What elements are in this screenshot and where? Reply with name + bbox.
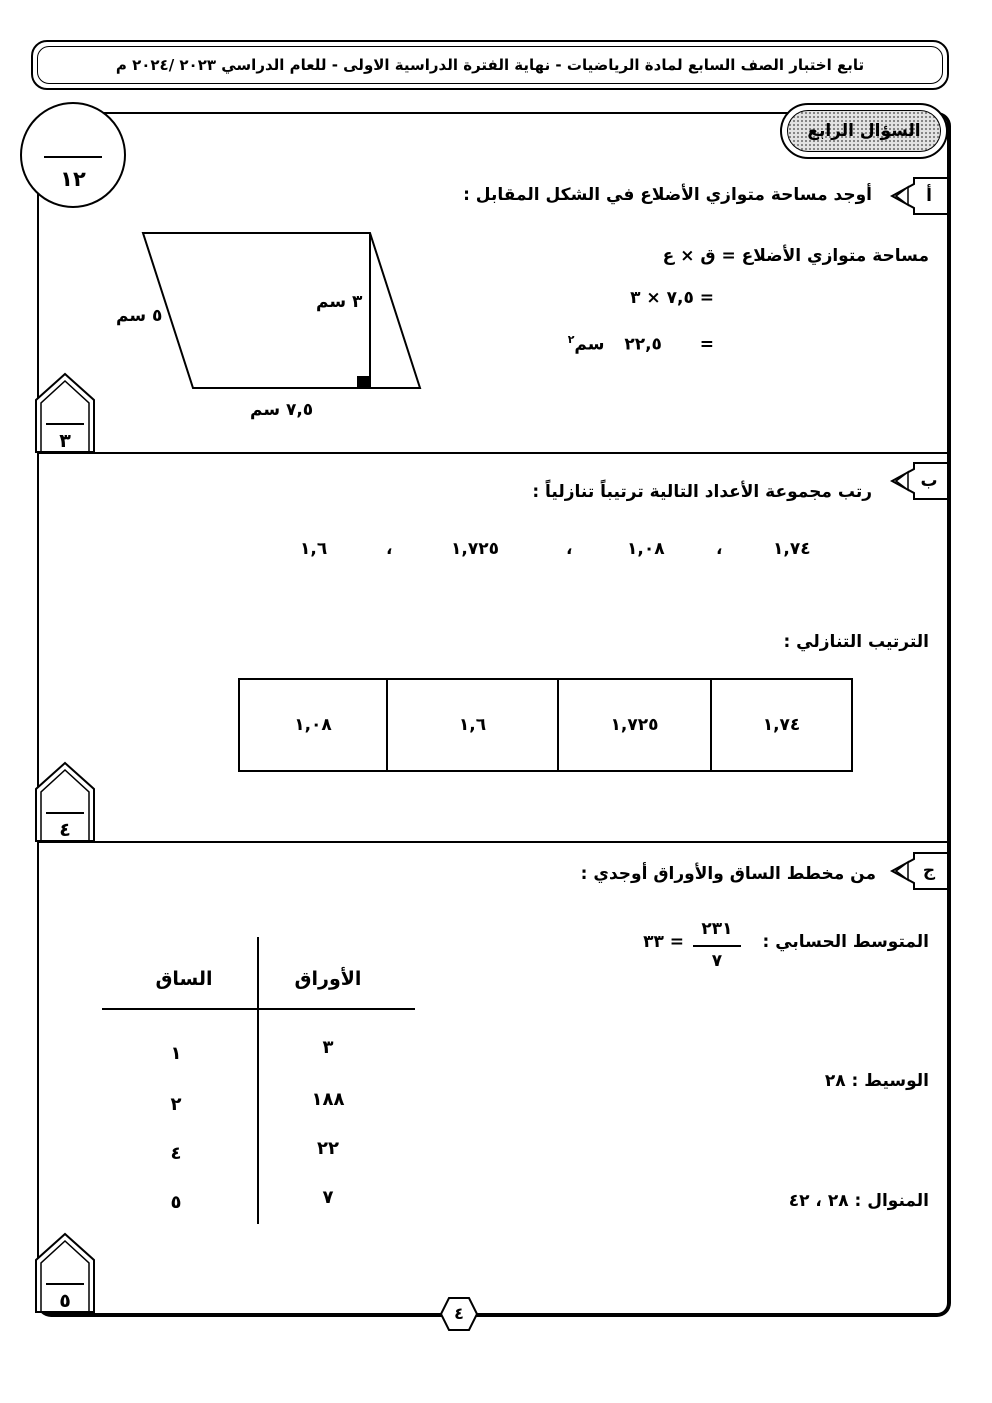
part-b-score-holder: [34, 761, 96, 843]
part-a-prompt: أوجد مساحة متوازي الأضلاع في الشكل المقابل :: [463, 185, 872, 205]
area-equals: =: [699, 334, 714, 355]
ordered-cell: ١,٧٢٥: [557, 680, 710, 770]
total-score: ١٢: [60, 167, 86, 191]
page-number: ٤: [454, 1304, 464, 1323]
area-unit-power: ٢: [567, 333, 575, 346]
parallelogram-shape: [143, 233, 420, 388]
mean-denominator: ٧: [711, 951, 723, 971]
ordered-numbers-table: [238, 678, 853, 772]
part-c-score: ٥: [59, 1290, 71, 1312]
page-header: [31, 40, 949, 90]
part-c-score-holder: [34, 1232, 96, 1314]
header-title: تابع اختبار الصف السابع لمادة الرياضيات - نهاية الفترة الدراسية الاولى - للعام الدراسي ٢٠٢٣ /٢٠٢٤ م: [37, 46, 943, 84]
leaf-values: ٣: [322, 1037, 334, 1058]
ordered-cell: ١,٦: [386, 680, 557, 770]
section-divider: [37, 452, 951, 454]
side-label: ٥ سم: [116, 306, 163, 326]
part-a-marker: [890, 176, 950, 216]
part-c-prompt: من مخطط الساق والأوراق أوجدي :: [580, 864, 876, 884]
part-a-label: أ: [926, 186, 932, 206]
leaf-values: ١٨٨: [311, 1089, 345, 1110]
section-divider: [37, 841, 951, 843]
stem-leaf-horizontal-line: [102, 1008, 415, 1010]
part-b-label: ب: [920, 471, 938, 491]
area-formula: مساحة متوازي الأضلاع = ق × ع: [662, 246, 929, 266]
part-c-marker: [890, 851, 950, 891]
mean-label: المتوسط الحسابي :: [762, 932, 929, 952]
stem-leaf-vertical-line: [257, 937, 259, 1224]
area-value: ٢٢,٥: [624, 334, 662, 355]
median-answer: الوسيط : ٢٨: [824, 1071, 929, 1091]
height-label: ٣ سم: [316, 292, 363, 312]
fraction-bar: [693, 945, 741, 947]
question-title-badge: [780, 103, 948, 159]
ordered-cell: ١,٧٤: [710, 680, 851, 770]
part-b-prompt: رتب مجموعة الأعداد التالية ترتيباً تنازلياً :: [532, 482, 872, 502]
number-separator: ،: [716, 539, 723, 559]
number-item: ١,٦: [300, 539, 328, 559]
stem-header: الساق: [155, 968, 213, 990]
area-result: [568, 333, 714, 355]
part-c-label: ج: [922, 861, 936, 881]
area-substitution: = ٧,٥ × ٣: [630, 288, 714, 308]
stem-value: ٤: [170, 1143, 182, 1164]
descending-order-label: الترتيب التنازلي :: [783, 632, 929, 652]
mean-numerator: ٢٣١: [701, 919, 733, 939]
part-b-score: ٤: [59, 819, 71, 841]
leaf-values: ٢٢: [317, 1138, 339, 1159]
area-unit: سم: [574, 334, 605, 355]
stem-value: ٢: [170, 1094, 182, 1115]
ordered-cell: ١,٠٨: [294, 715, 332, 735]
part-a-score: ٣: [59, 430, 71, 452]
number-separator: ،: [566, 539, 573, 559]
number-item: ١,٠٨: [627, 539, 665, 559]
number-separator: ،: [386, 539, 393, 559]
mode-answer: المنوال : ٢٨ ، ٤٢: [788, 1191, 929, 1211]
stem-value: ٥: [170, 1192, 182, 1213]
question-title: السؤال الرابع: [787, 110, 941, 152]
leaf-header: الأوراق: [294, 968, 362, 990]
right-angle-marker: [357, 376, 369, 388]
part-b-marker: [890, 461, 950, 501]
number-item: ١,٧٢٥: [451, 539, 499, 559]
total-score-circle: [20, 102, 126, 208]
part-a-score-holder: [34, 372, 96, 454]
base-label: ٧,٥ سم: [250, 400, 314, 420]
number-item: ١,٧٤: [773, 539, 811, 559]
leaf-values: ٧: [322, 1187, 334, 1208]
stem-value: ١: [170, 1043, 182, 1064]
mean-result: = ٣٣: [643, 932, 684, 952]
